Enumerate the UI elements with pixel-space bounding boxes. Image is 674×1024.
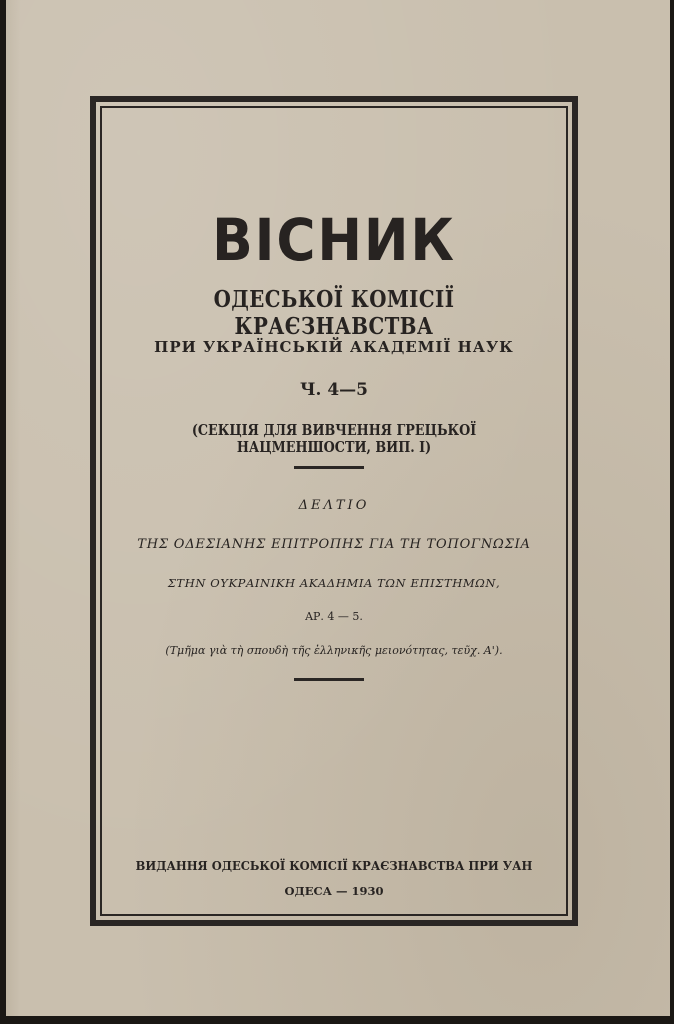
greek-title: ΔΕΛΤΙΟ — [298, 498, 370, 513]
cover-title: ВІСНИК — [212, 206, 456, 274]
place-year-line: ОДЕСА — 1930 — [284, 884, 384, 898]
divider-rule — [294, 678, 364, 681]
greek-part-number: ΑΡ. 4 — 5. — [305, 610, 363, 623]
cover-frame — [90, 96, 578, 926]
cover-subtitle-academy: ПРИ УКРАЇНСЬКІЙ АКАДЕМІЇ НАУК — [154, 338, 514, 356]
greek-subtitle: ΤΗΣ ΟΔΕΣΙΑΝΗΣ ΕΠΙΤΡΟΠΗΣ ΓΙΑ ΤΗ ΤΟΠΟΓΝΩΣΙΑ — [137, 537, 531, 552]
publisher-line: ВИДАННЯ ОДЕСЬКОЇ КОМІСІЇ КРАЄЗНАВСТВА ПРИ УАН — [135, 858, 533, 873]
divider-rule — [294, 466, 364, 469]
cover-section-note: (СЕКЦІЯ ДЛЯ ВИВЧЕННЯ ГРЕЦЬКОЇ НАЦМЕНШОСТИ, ВИП. І) — [191, 422, 477, 456]
cover-subtitle: ОДЕСЬКОЇ КОМІСІЇ КРАЄЗНАВСТВА — [213, 286, 455, 340]
book-cover — [6, 0, 670, 1016]
greek-academy: ΣΤΗΝ ΟΥΚΡΑΙΝΙΚΗ ΑΚΑΔΗΜΙΑ ΤΩΝ ΕΠΙΣΤΗΜΩΝ, — [167, 576, 501, 590]
cover-part-number: Ч. 4—5 — [299, 380, 369, 400]
greek-section-note: (Τμῆμα γιὰ τὴ σπουδὴ τῆς ἑλληνικῆς μειονότητας, τεῦχ. Α'). — [165, 644, 503, 657]
